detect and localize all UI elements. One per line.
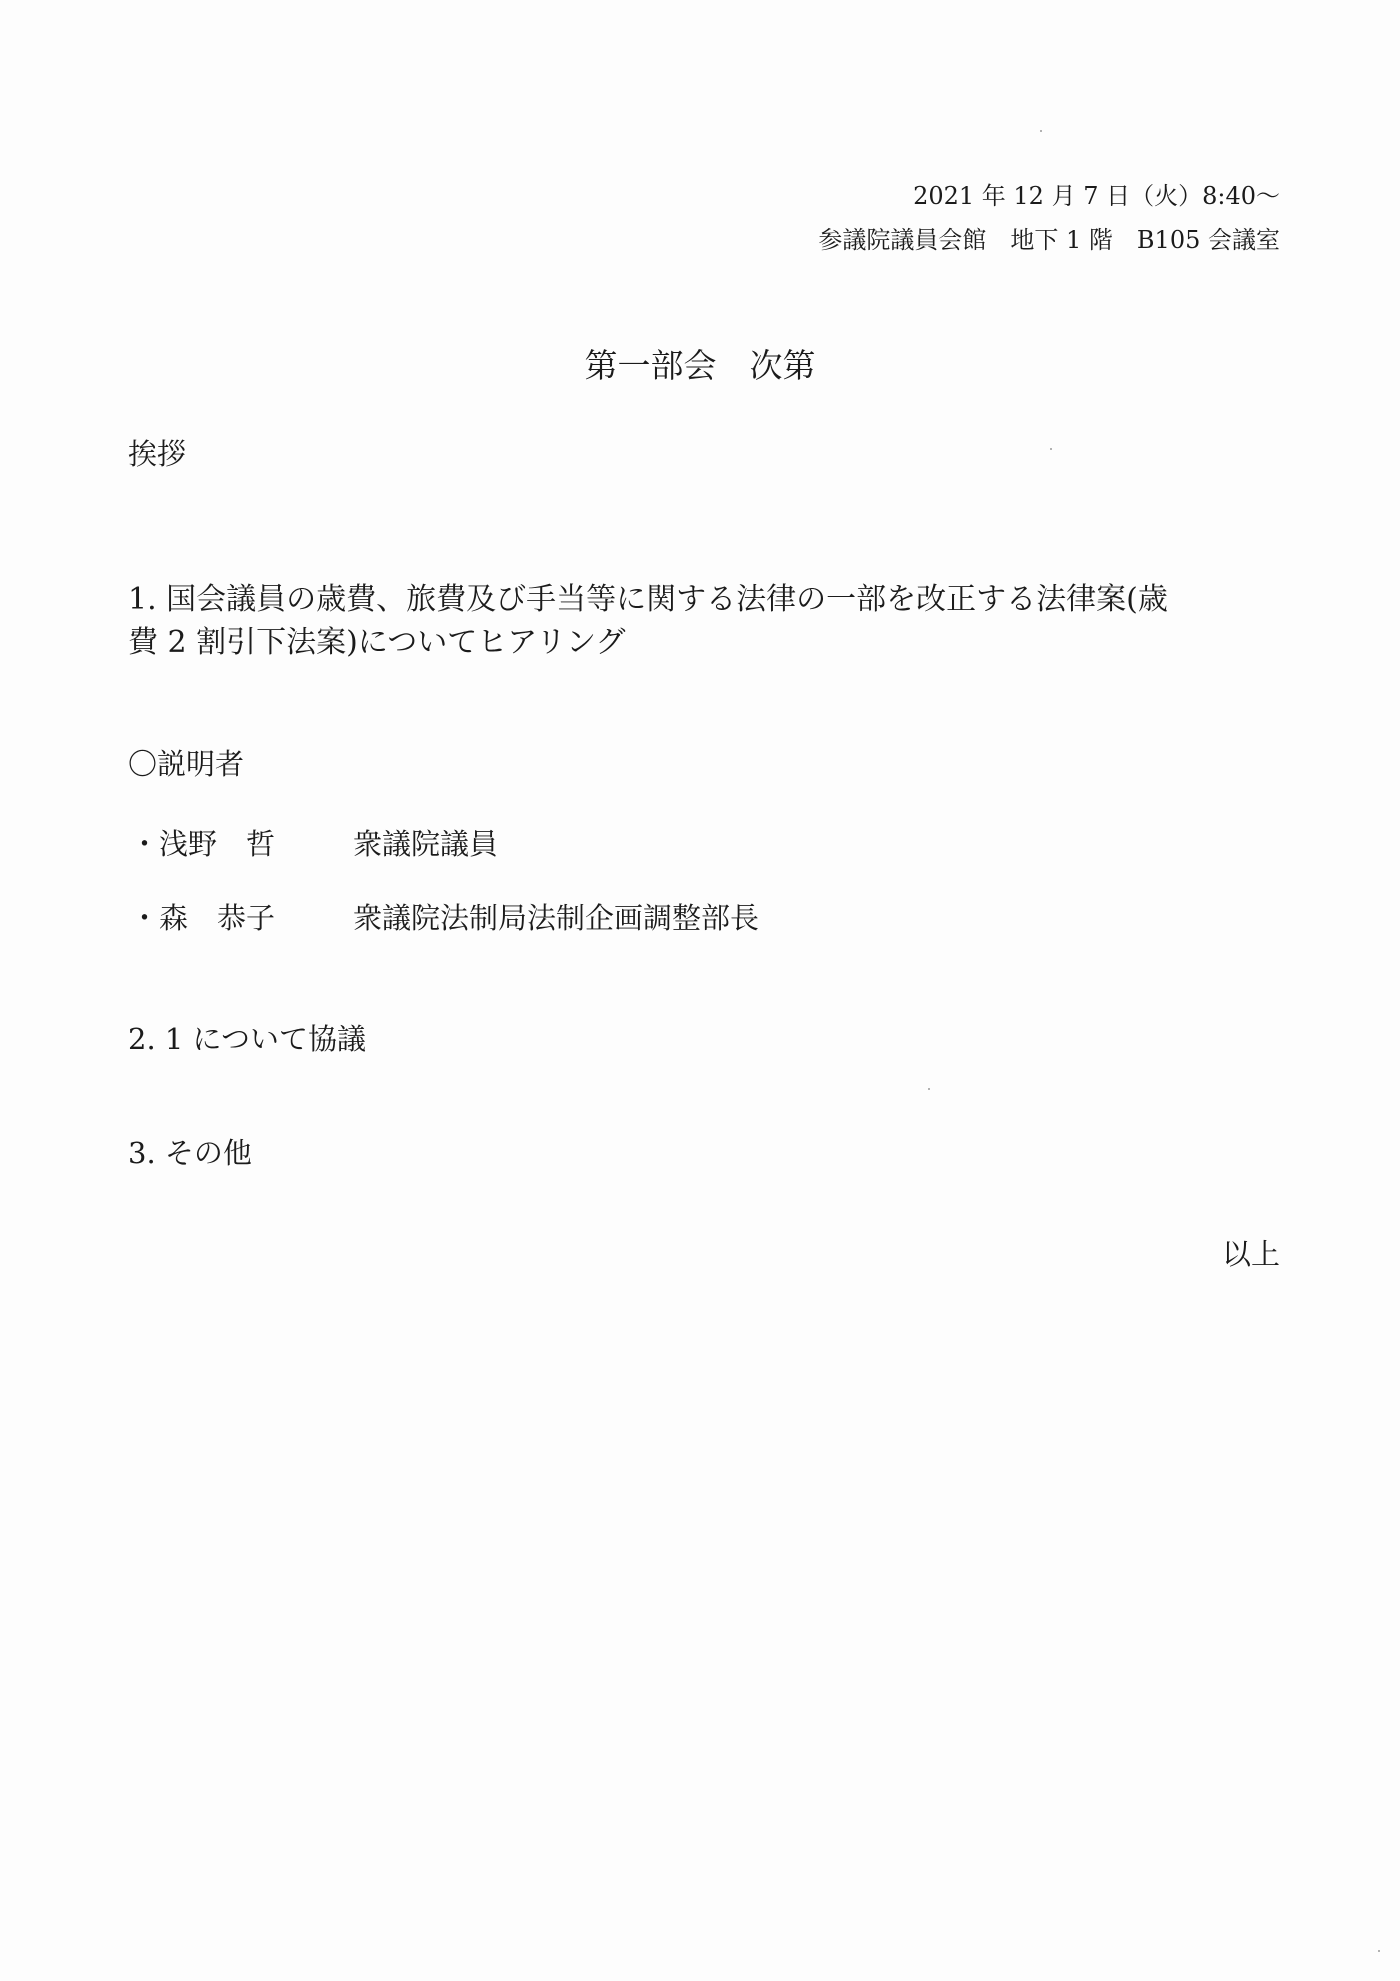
closing-remark: 以上 [1221, 1237, 1280, 1271]
scan-speck [1378, 1950, 1380, 1952]
agenda-item-3: 3. その他 [128, 1136, 252, 1170]
scan-speck [1050, 448, 1052, 450]
meeting-datetime: 2021 年 12 月 7 日（火）8:40～ [913, 182, 1280, 210]
agenda-item-1-line-1: 1. 国会議員の歳費、旅費及び手当等に関する法律の一部を改正する法律案(歳 [128, 582, 1168, 617]
presenter-role: 衆議院議員 [353, 827, 499, 861]
presenter-role: 衆議院法制局法制企画調整部長 [353, 901, 760, 935]
agenda-item-2: 2. 1 について協議 [128, 1022, 366, 1056]
scan-speck [928, 1088, 930, 1090]
document-title: 第一部会 次第 [584, 346, 816, 385]
presenters-heading: 〇説明者 [128, 747, 245, 781]
presenter-entry [130, 822, 498, 863]
meeting-venue: 参議院議員会館 地下 1 階 B105 会議室 [818, 226, 1280, 254]
presenter-name: ・森 恭子 [130, 901, 276, 935]
agenda-greeting: 挨拶 [128, 437, 187, 471]
scan-speck [1040, 130, 1042, 132]
agenda-item-1 [128, 578, 1288, 664]
agenda-item-1-line-2: 費 2 割引下法案)についてヒアリング [128, 625, 626, 660]
presenter-entry [130, 896, 759, 937]
presenter-name: ・浅野 哲 [130, 827, 276, 861]
